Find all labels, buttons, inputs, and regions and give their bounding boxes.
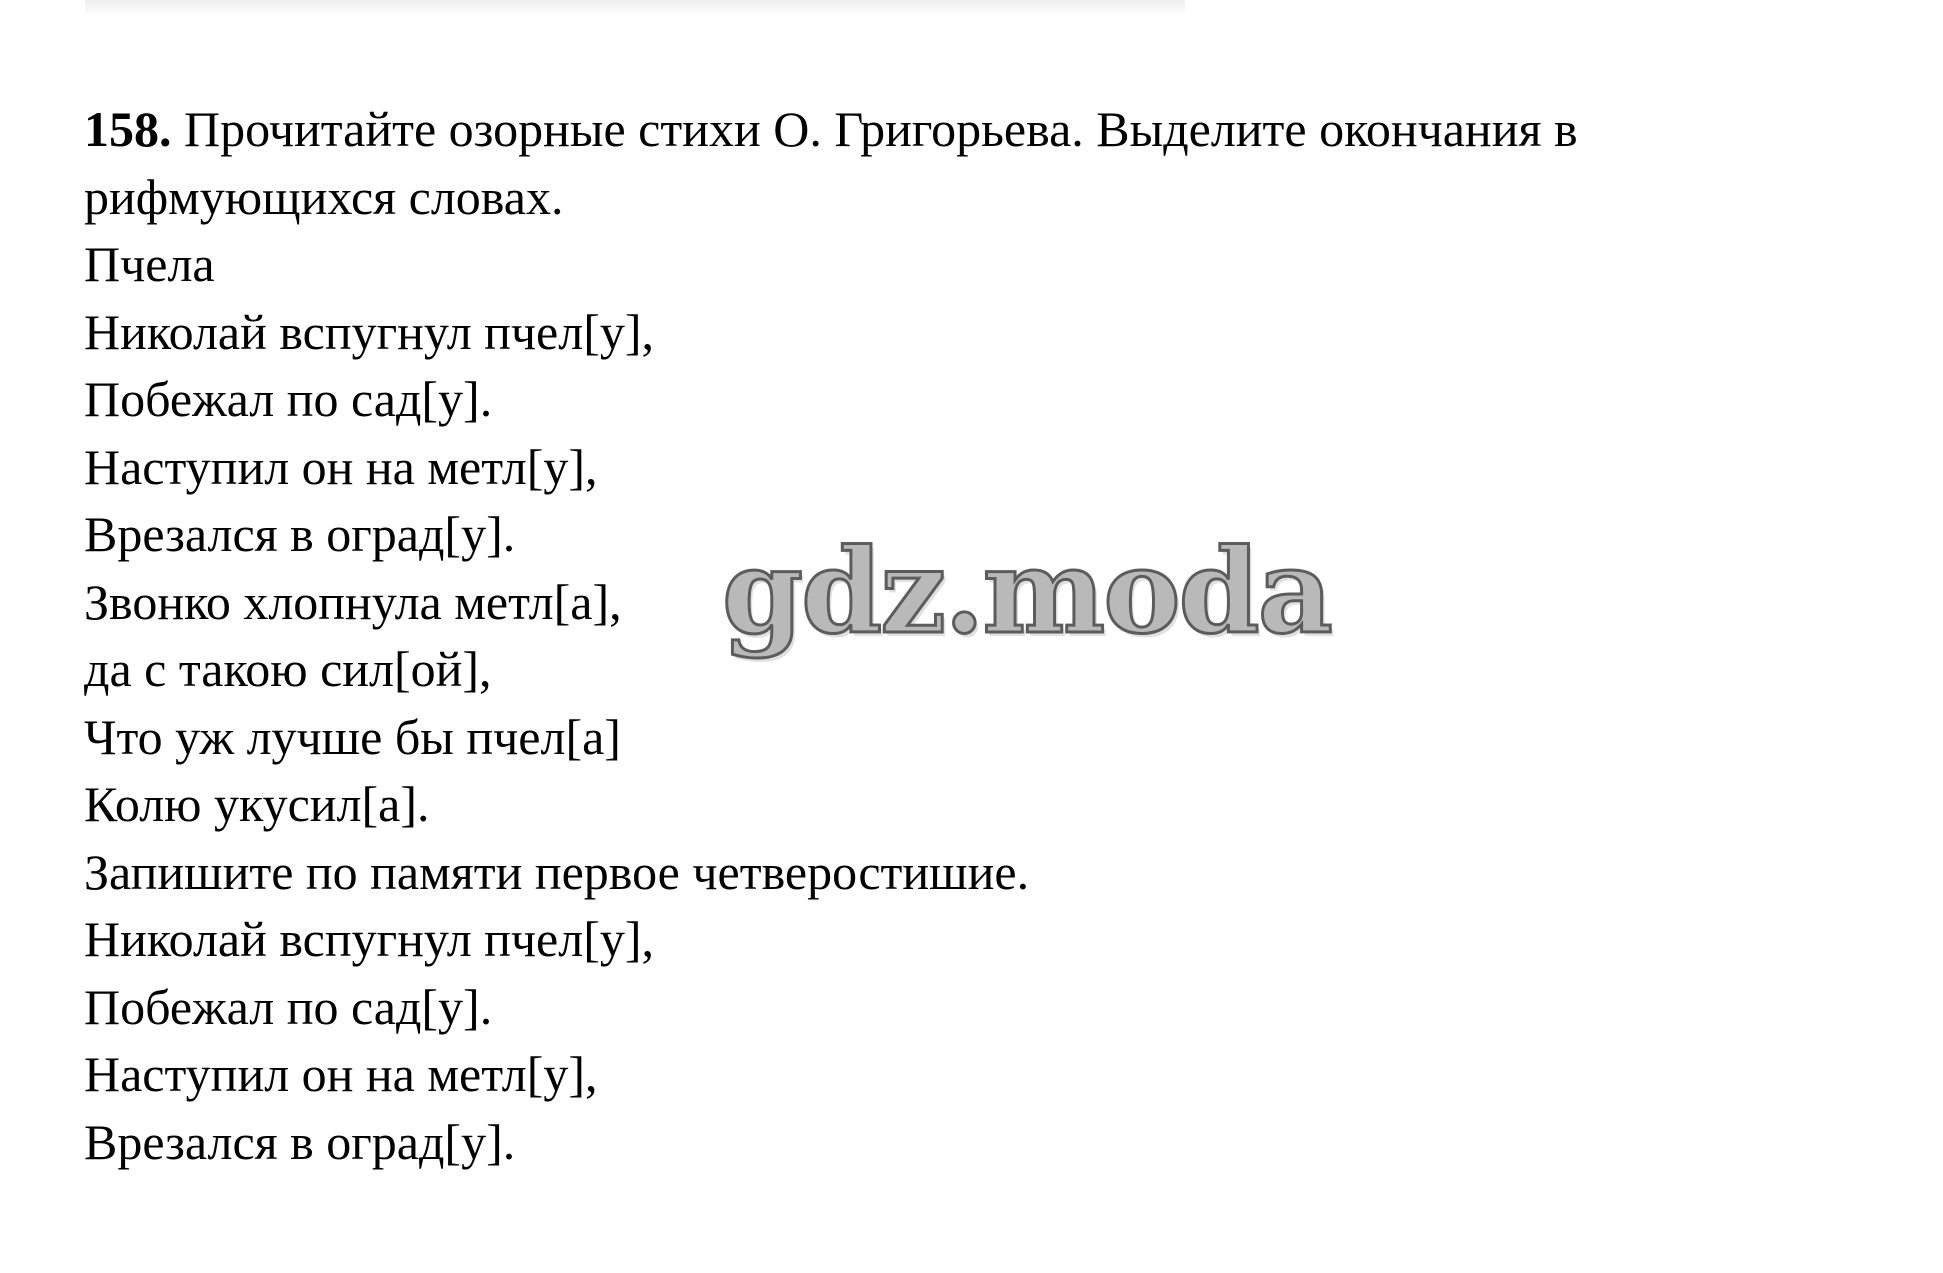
- poem-line: Наступил он на метл[у],: [84, 438, 598, 495]
- answer-line: Наступил он на метл[у],: [84, 1046, 598, 1102]
- poem-title: Пчела: [84, 236, 215, 292]
- exercise-heading-line-2: рифмующихся словах.: [84, 168, 564, 225]
- poem-line: да с такою сил[ой],: [84, 641, 492, 697]
- poem-line: Побежал по сад[у].: [84, 371, 493, 427]
- answer-line: Николай вспугнул пчел[у],: [84, 911, 654, 967]
- watermark: gdz.moda: [722, 524, 1331, 660]
- exercise-number: 158.: [84, 101, 172, 157]
- exercise-instruction: Прочитайте озорные стихи О. Григорьева. Выделите окончания в: [184, 101, 1578, 157]
- poem-line: Колю укусил[а].: [84, 776, 430, 832]
- poem-line: Что уж лучше бы пчел[а]: [84, 708, 621, 765]
- second-task-instruction: Запишите по памяти первое четверостишие.: [84, 843, 1030, 900]
- answer-line: Побежал по сад[у].: [84, 978, 493, 1035]
- poem-line: Николай вспугнул пчел[у],: [84, 303, 654, 360]
- top-scan-strip: [85, 0, 1185, 16]
- answer-line: Врезался в оград[у].: [84, 1113, 516, 1170]
- exercise-heading-line-1: [84, 96, 1884, 164]
- poem-line: Врезался в оград[у].: [84, 506, 516, 562]
- poem-line: Звонко хлопнула метл[а],: [84, 573, 622, 630]
